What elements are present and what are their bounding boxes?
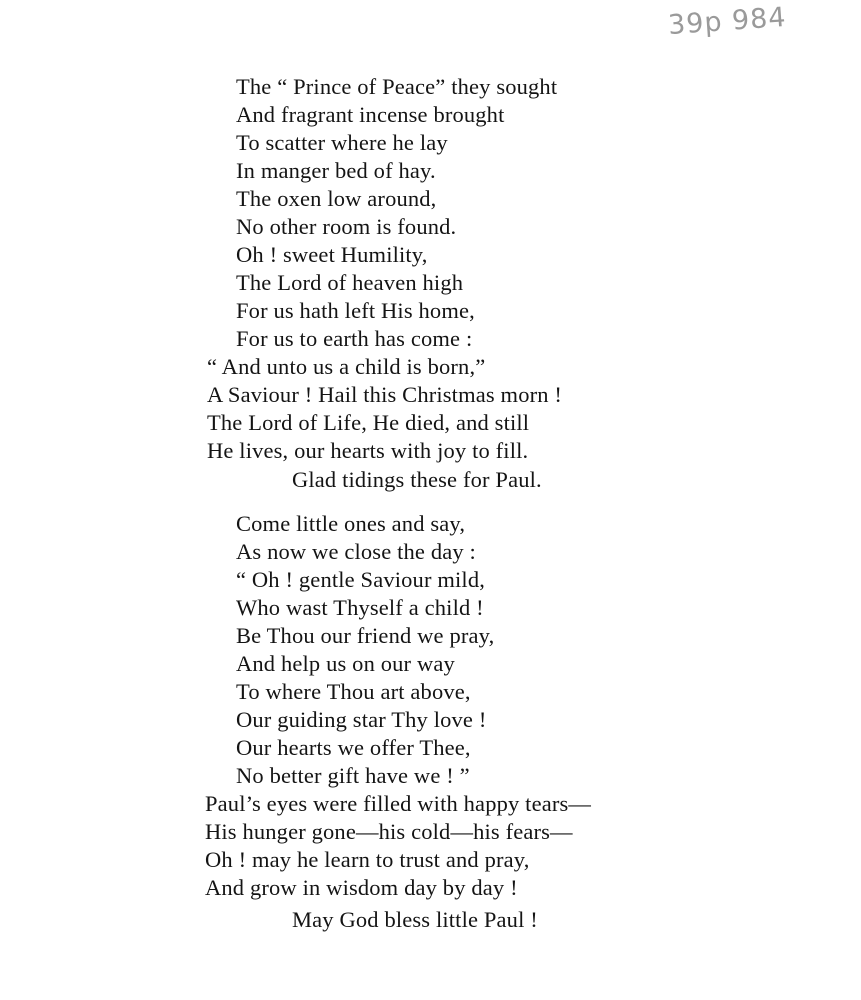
- poem-line: To where Thou art above,: [236, 679, 471, 704]
- poem-line: May God bless little Paul !: [292, 907, 538, 932]
- poem-line: “ Oh ! gentle Saviour mild,: [236, 567, 486, 592]
- poem-line: The Lord of Life, He died, and still: [207, 410, 530, 435]
- poem-line: Our guiding star Thy love !: [236, 707, 487, 732]
- handwritten-annotation: 39p 984: [667, 1, 788, 42]
- poem-line: The oxen low around,: [236, 186, 437, 211]
- poem-line: The “ Prince of Peace” they sought: [236, 74, 558, 99]
- poem-line: His hunger gone—his cold—his fears—: [205, 819, 573, 844]
- poem-line: “ And unto us a child is born,”: [207, 354, 486, 379]
- poem-line: As now we close the day :: [236, 539, 476, 564]
- poem-line: For us hath left His home,: [236, 298, 475, 323]
- poem-line: In manger bed of hay.: [236, 158, 436, 183]
- poem-line: No better gift have we ! ”: [236, 763, 470, 788]
- poem-line: A Saviour ! Hail this Christmas morn !: [207, 382, 563, 407]
- poem-line: And help us on our way: [236, 651, 455, 676]
- poem-line: Our hearts we offer Thee,: [236, 735, 471, 760]
- poem-line: Be Thou our friend we pray,: [236, 623, 495, 648]
- poem-line: No other room is found.: [236, 214, 457, 239]
- poem-line: For us to earth has come :: [236, 326, 473, 351]
- poem-line: Who wast Thyself a child !: [236, 595, 484, 620]
- poem-line: The Lord of heaven high: [236, 270, 464, 295]
- poem-line: Glad tidings these for Paul.: [292, 467, 542, 492]
- poem-line: He lives, our hearts with joy to fill.: [207, 438, 529, 463]
- poem-line: And grow in wisdom day by day !: [205, 875, 518, 900]
- poem-line: To scatter where he lay: [236, 130, 448, 155]
- poem-line: Oh ! may he learn to trust and pray,: [205, 847, 530, 872]
- poem-line: Come little ones and say,: [236, 511, 466, 536]
- poem-line: Oh ! sweet Humility,: [236, 242, 428, 267]
- poem-line: Paul’s eyes were filled with happy tears—: [205, 791, 592, 816]
- poem-line: And fragrant incense brought: [236, 102, 505, 127]
